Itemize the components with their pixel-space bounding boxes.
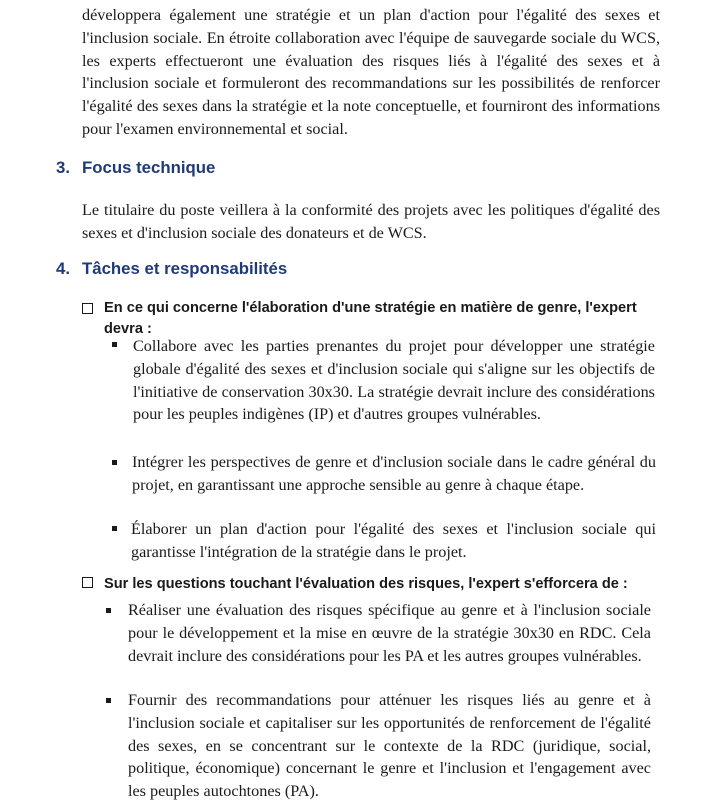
- square-bullet-icon: [106, 608, 111, 613]
- task-group-heading: Sur les questions touchant l'évaluation des risques, l'expert s'efforcera de :: [104, 576, 628, 592]
- section-4-number: 4.: [56, 259, 70, 278]
- checkbox-square-icon: [82, 577, 93, 588]
- square-bullet-icon: [106, 698, 111, 703]
- section-3-body: Le titulaire du poste veillera à la conformité des projets avec les politiques d'égalité des sexes et d'inclusion sociale des donateurs et de WCS.: [82, 201, 660, 242]
- square-bullet-icon: [112, 342, 117, 347]
- section-4-title: Tâches et responsabilités: [82, 259, 288, 278]
- section-3-title: Focus technique: [82, 158, 216, 177]
- list-item: Réaliser une évaluation des risques spécifique au genre et à l'inclusion sociale pour le développement et la mise en œuvre de la stratégie 30x30 en RDC. Cela devrait inclure des considérations pour les PA et les autres groupes vulnérables.: [128, 601, 651, 665]
- list-item: Élaborer un plan d'action pour l'égalité des sexes et l'inclusion sociale qui garantisse l'intégration de la stratégie dans le projet.: [131, 520, 656, 561]
- section-3-heading: [56, 157, 215, 179]
- checkbox-square-icon: [82, 303, 93, 314]
- section-4-heading: [56, 258, 287, 280]
- square-bullet-icon: [112, 526, 117, 531]
- list-item: Fournir des recommandations pour atténuer les risques liés au genre et à l'inclusion sociale et capitaliser sur les opportunités de renforcement de l'égalité des sexes, en se concentrant sur le contexte de la RDC (juridique, social, politique, économique) concernant le genre et l'inclusion et l'engagement avec les peuples autochtones (PA).: [128, 691, 651, 801]
- square-bullet-icon: [112, 460, 117, 465]
- intro-paragraph: développera également une stratégie et un plan d'action pour l'égalité des sexes et l'inclusion sociale. En étroite collaboration avec l'équipe de sauvegarde sociale du WCS, les experts effectueront une évaluation des risques liés à l'égalité des sexes et à l'inclusion sociale et formuleront des recommandations sur les possibilités de renforcer l'égalité des sexes dans la stratégie et la note conceptuelle, et fourniront des informations pour l'examen environnemental et social.: [82, 6, 660, 138]
- list-item: Intégrer les perspectives de genre et d'inclusion sociale dans le cadre général du projet, en garantissant une approche sensible au genre à chaque étape.: [132, 453, 656, 494]
- section-3-number: 3.: [56, 158, 70, 177]
- list-item: Collabore avec les parties prenantes du projet pour développer une stratégie globale d'égalité des sexes et d'inclusion sociale qui s'aligne sur les objectifs de l'initiative de conservation 30x30. La stratégie devrait inclure des considérations pour les peuples indigènes (IP) et d'autres groupes vulnérables.: [133, 337, 655, 424]
- task-group-heading: En ce qui concerne l'élaboration d'une stratégie en matière de genre, l'expert devra :: [104, 300, 637, 337]
